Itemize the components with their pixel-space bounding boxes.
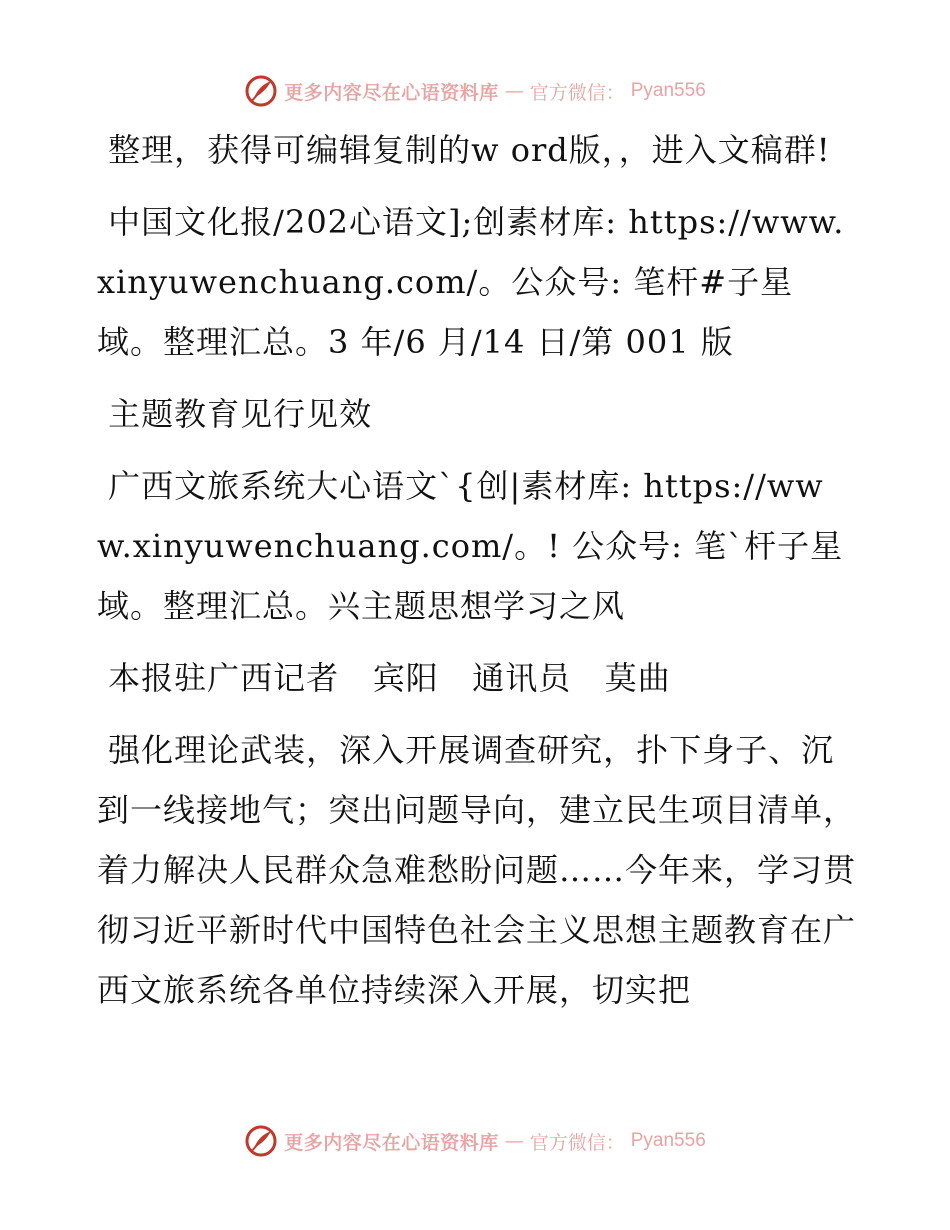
byline: 本报驻广西记者 宾阳 通讯员 莫曲 xyxy=(97,659,671,697)
banner-text: 更多内容尽在心语资料库 xyxy=(284,1131,499,1154)
banner-dash: — xyxy=(504,80,524,102)
header-banner xyxy=(0,71,950,111)
banner-wechat-id: Pyan556 xyxy=(630,80,706,101)
banner-dash: — xyxy=(504,1130,524,1152)
paragraph-intro: 整理，获得可编辑复制的w ord版，，进入文稿群! xyxy=(97,131,831,169)
paragraph-subtitle: 广西文旅系统大心语文`{创|素材库: https://www.xinyuwenchuang.com/。! 公众号: 笔`杆子星域。整理汇总。兴主题思想学习之风 xyxy=(97,467,844,625)
feather-logo-icon xyxy=(244,1124,278,1158)
paragraph-body: 强化理论武装，深入开展调查研究，扑下身子、沉到一线接地气；突出问题导向，建立民生项目清单，着力解决人民群众急难愁盼问题……今年来，学习贯彻习近平新时代中国特色社会主义思想主题教育在广西文旅系统各单位持续深入开展，切实把 xyxy=(97,731,857,1009)
paragraph-source: 中国文化报/202心语文];创素材库: https://www.xinyuwenchuang.com/。公众号: 笔杆#子星域。整理汇总。3 年/6 月/14 日/第 001 版 xyxy=(97,203,845,361)
banner-wechat-id: Pyan556 xyxy=(630,1130,706,1151)
banner-official-label: 官方微信： xyxy=(529,1131,625,1154)
banner-text: 更多内容尽在心语资料库 xyxy=(284,81,499,104)
document-body xyxy=(97,120,857,1032)
feather-logo-icon xyxy=(244,74,278,108)
section-heading: 主题教育见行见效 xyxy=(97,395,373,433)
banner-official-label: 官方微信： xyxy=(529,81,625,104)
footer-banner xyxy=(0,1121,950,1161)
